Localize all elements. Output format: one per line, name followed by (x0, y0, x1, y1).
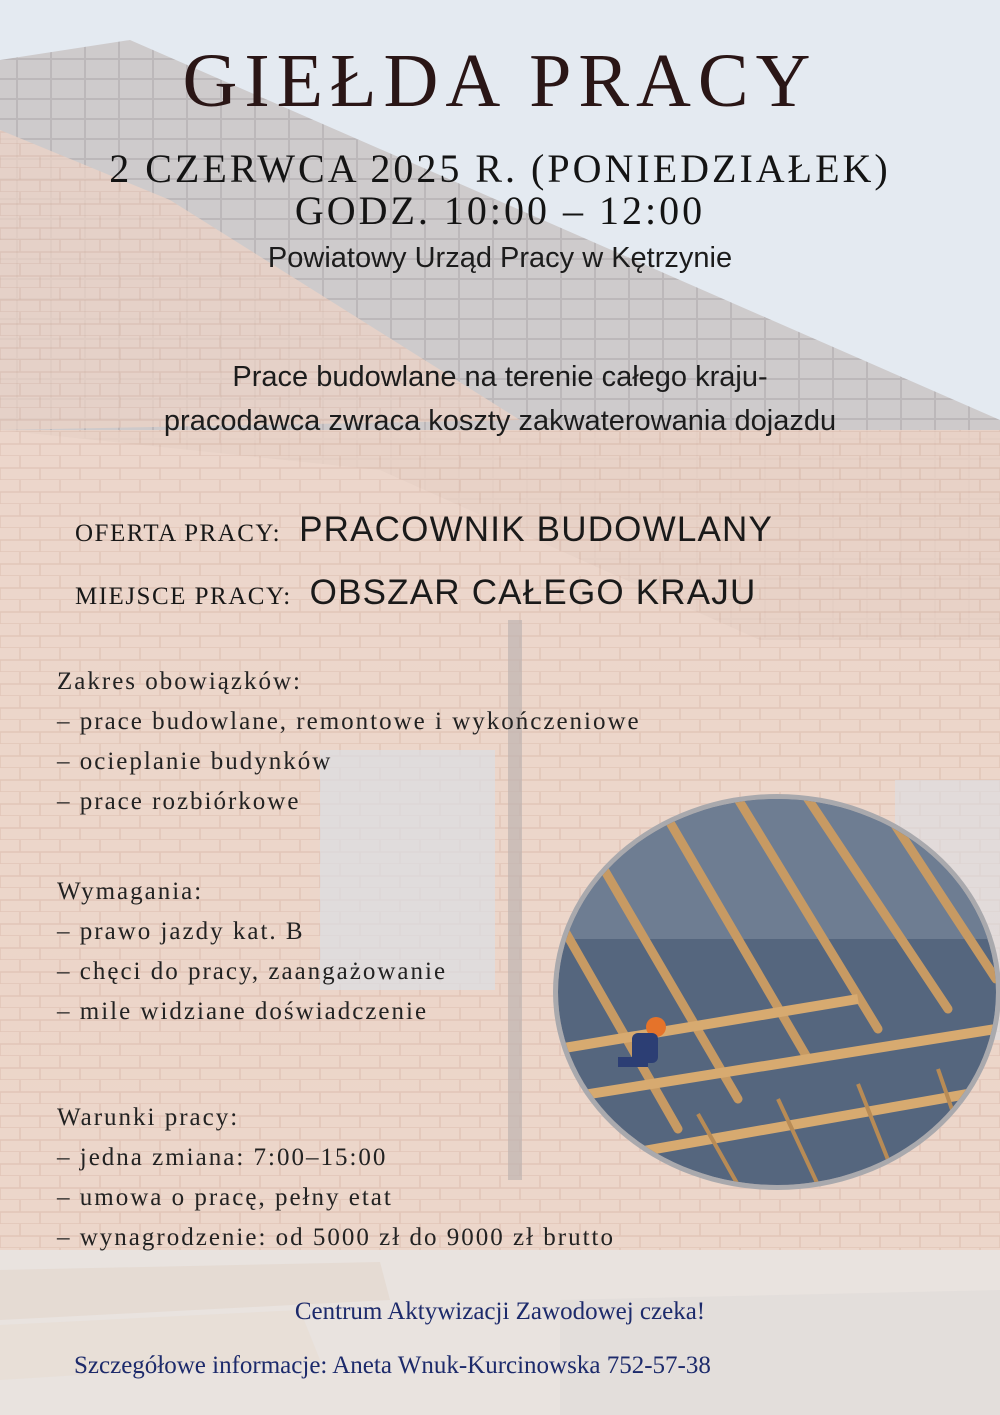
footer-contact: Szczegółowe informacje: Aneta Wnuk-Kurcinowska 752-57-38 (74, 1352, 711, 1379)
offer-value: PRACOWNIK BUDOWLANY (299, 510, 774, 549)
footer-slogan: Centrum Aktywizacji Zawodowej czeka! (294, 1298, 706, 1325)
event-time: GODZ. 10:00 – 12:00 (294, 188, 706, 233)
offer-label: OFERTA PRACY: (75, 520, 282, 547)
duties-section (57, 662, 641, 822)
poster-title: GIEŁDA PRACY (182, 39, 818, 123)
job-description (0, 355, 1000, 443)
list-item: – ocieplanie budynków (57, 748, 333, 775)
offer-row (75, 510, 773, 550)
duties-heading: Zakres obowiązków: (57, 668, 302, 695)
conditions-section (57, 1098, 615, 1258)
list-item: – prawo jazdy kat. B (57, 918, 305, 945)
event-date: 2 CZERWCA 2025 R. (PONIEDZIAŁEK) (109, 146, 891, 191)
list-item: – prace rozbiórkowe (57, 788, 301, 815)
description-line: pracodawca zwraca koszty zakwaterowania dojazdu (163, 405, 837, 437)
list-item: – umowa o pracę, pełny etat (57, 1184, 393, 1211)
place-row (75, 573, 756, 613)
requirements-heading: Wymagania: (57, 878, 204, 905)
place-value: OBSZAR CAŁEGO KRAJU (309, 573, 757, 612)
list-item: – jedna zmiana: 7:00–15:00 (57, 1144, 388, 1171)
conditions-heading: Warunki pracy: (57, 1104, 240, 1131)
list-item: – chęci do pracy, zaangażowanie (57, 958, 448, 985)
list-item: – mile widziane doświadczenie (57, 998, 429, 1025)
construction-photo (553, 794, 1000, 1190)
place-label: MIEJSCE PRACY: (75, 583, 292, 610)
list-item: – wynagrodzenie: od 5000 zł do 9000 zł brutto (57, 1224, 615, 1251)
event-office: Powiatowy Urząd Pracy w Kętrzynie (267, 242, 733, 274)
list-item: – prace budowlane, remontowe i wykończeniowe (57, 708, 641, 735)
description-line: Prace budowlane na terenie całego kraju- (232, 361, 768, 393)
requirements-section (57, 872, 447, 1032)
